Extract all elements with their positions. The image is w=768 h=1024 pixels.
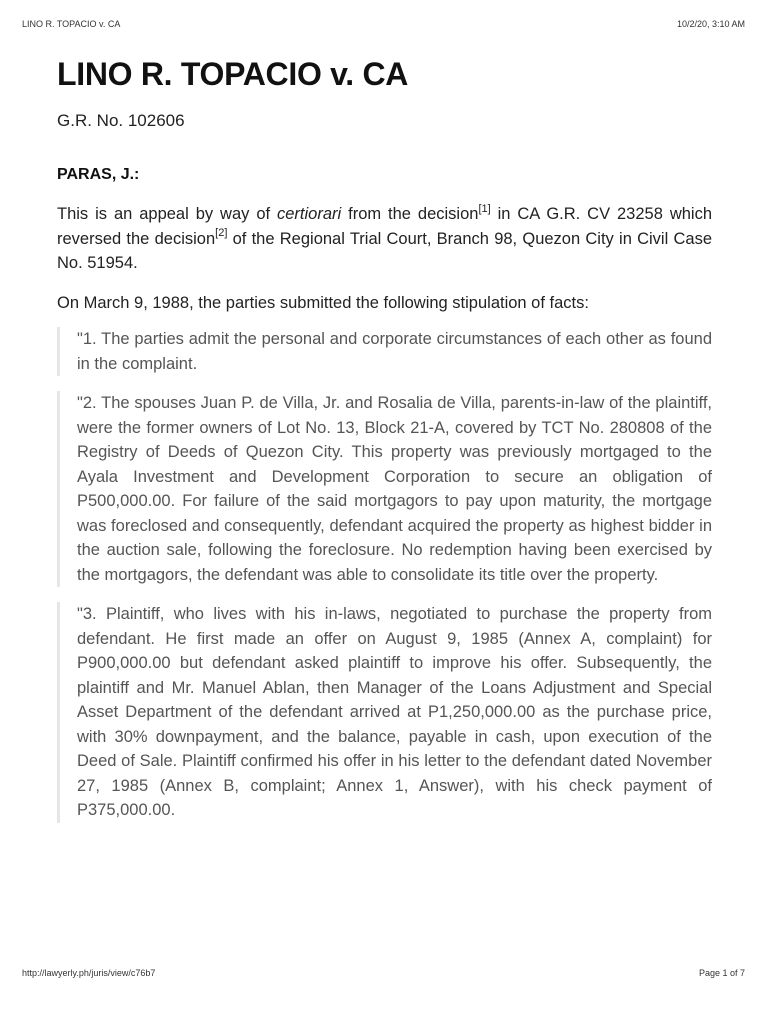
intro-text-2: from the decision	[341, 205, 479, 223]
intro-text-3: in CA G.R. CV 23258 which reversed the decision	[57, 205, 713, 248]
intro-paragraph	[57, 202, 712, 276]
print-footer-page: Page 1 of 7	[698, 968, 745, 978]
stipulation-item-1: "1. The parties admit the personal and corporate circumstances of each other as found in the complaint.	[57, 327, 712, 376]
stipulation-item-3: "3. Plaintiff, who lives with his in-laws, negotiated to purchase the property from defendant. He first made an offer on August 9, 1985 (Annex A, complaint) for P900,000.00 but defendant asked plaintiff to improve his offer. Subsequently, the plaintiff and Mr. Manuel Ablan, then Manager of the Loans Adjustment and Special Asset Department of the defendant arrived at P1,250,000.00 as the purchase price, with 30% downpayment, and the balance, payable in cash, upon execution of the Deed of Sale. Plaintiff confirmed his offer in his letter to the defendant dated November 27, 1985 (Annex B, complaint; Annex 1, Answer), with his check payment of P375,000.00.	[57, 602, 712, 823]
footnote-ref-2[interactable]: [2]	[215, 227, 228, 239]
footnote-ref-1[interactable]: [1]	[478, 202, 491, 215]
print-header-timestamp: 10/2/20, 3:10 AM	[676, 19, 745, 29]
stipulation-item-2: "2. The spouses Juan P. de Villa, Jr. and Rosalia de Villa, parents-in-law of the plaintiff, were the former owners of Lot No. 13, Block 21-A, covered by TCT No. 280808 of the Registry of Deeds of Quezon City. This property was previously mortgaged to the Ayala Investment and Development Corporation to secure an obligation of P500,000.00. For failure of the said mortgagors to pay upon maturity, the mortgage was foreclosed and consequently, defendant acquired the property as highest bidder in the auction sale, following the foreclosure. No redemption having been exercised by the mortgagors, the defendant was able to consolidate its title over the property.	[57, 391, 712, 587]
gr-number: G.R. No. 102606	[57, 111, 185, 130]
intro-text-4: of the Regional Trial Court, Branch 98, Quezon City in Civil Case No. 51954.	[57, 229, 713, 272]
case-title: LINO R. TOPACIO v. CA	[57, 56, 409, 92]
stipulation-intro: On March 9, 1988, the parties submitted the following stipulation of facts:	[57, 293, 589, 312]
ponente: PARAS, J.:	[57, 166, 140, 183]
print-footer-url[interactable]: http://lawyerly.ph/juris/view/c76b7	[22, 968, 156, 978]
document-body	[57, 52, 712, 823]
print-header-title: LINO R. TOPACIO v. CA	[22, 19, 121, 29]
intro-certiorari: certiorari	[277, 205, 342, 223]
intro-text-1: This is an appeal by way of	[57, 205, 277, 223]
